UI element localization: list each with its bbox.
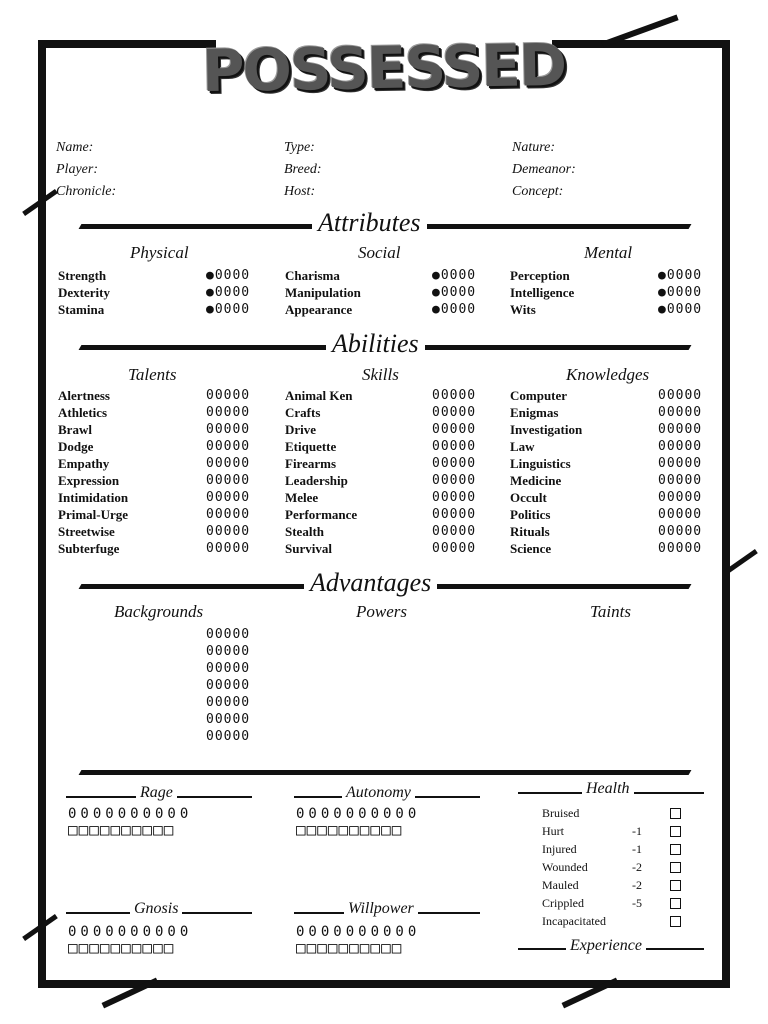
health-level-injured: Injured [542, 842, 577, 856]
rage-circles[interactable]: 0000000000 [68, 806, 193, 822]
attribute-dots[interactable]: ●0000 [206, 302, 251, 317]
ability-dots[interactable]: 00000 [206, 422, 251, 437]
gnosis-boxes[interactable]: □□□□□□□□□□ [68, 938, 175, 957]
autonomy-boxes[interactable]: □□□□□□□□□□ [296, 820, 403, 839]
ability-stealth: Stealth [285, 524, 324, 539]
ability-dots[interactable]: 00000 [206, 507, 251, 522]
social-heading: Social [358, 243, 401, 262]
attribute-dots[interactable]: ●0000 [658, 302, 703, 317]
physical-heading: Physical [130, 243, 189, 262]
ability-enigmas: Enigmas [510, 405, 559, 420]
ability-survival: Survival [285, 541, 332, 556]
background-dots[interactable]: 00000 [206, 712, 251, 727]
ability-empathy: Empathy [58, 456, 110, 471]
attribute-dots[interactable]: ●0000 [432, 268, 477, 283]
ability-dots[interactable]: 00000 [658, 439, 703, 454]
ability-linguistics: Linguistics [510, 456, 571, 471]
ability-dots[interactable]: 00000 [658, 405, 703, 420]
advantages-heading: Advantages [304, 568, 437, 598]
gnosis-circles[interactable]: 0000000000 [68, 924, 193, 940]
ability-performance: Performance [285, 507, 358, 522]
background-dots[interactable]: 00000 [206, 627, 251, 642]
attribute-dots[interactable]: ●0000 [206, 268, 251, 283]
autonomy-heading: Autonomy [342, 784, 415, 802]
skills-heading: Skills [362, 365, 399, 384]
ability-firearms: Firearms [285, 456, 337, 471]
ability-dots[interactable]: 00000 [432, 507, 477, 522]
attribute-dots[interactable]: ●0000 [658, 285, 703, 300]
name-field[interactable]: Name: [56, 140, 94, 155]
attribute-dots[interactable]: ●0000 [432, 285, 477, 300]
attribute-intelligence: Intelligence [510, 285, 575, 300]
background-dots[interactable]: 00000 [206, 678, 251, 693]
ability-dots[interactable]: 00000 [432, 524, 477, 539]
ability-subterfuge: Subterfuge [58, 541, 120, 556]
health-checkbox[interactable] [670, 898, 681, 909]
health-checkbox[interactable] [670, 844, 681, 855]
ability-politics: Politics [510, 507, 551, 522]
ability-law: Law [510, 439, 535, 454]
ability-dots[interactable]: 00000 [206, 473, 251, 488]
health-checkbox[interactable] [670, 916, 681, 927]
rage-heading: Rage [136, 784, 177, 802]
abilities-heading: Abilities [326, 329, 425, 359]
attribute-dexterity: Dexterity [58, 285, 110, 300]
attribute-strength: Strength [58, 268, 107, 283]
talents-heading: Talents [128, 365, 177, 384]
host-field[interactable]: Host: [284, 184, 316, 199]
attribute-manipulation: Manipulation [285, 285, 361, 300]
attribute-dots[interactable]: ●0000 [658, 268, 703, 283]
ability-occult: Occult [510, 490, 547, 505]
background-dots[interactable]: 00000 [206, 695, 251, 710]
background-dots[interactable]: 00000 [206, 729, 251, 744]
ability-medicine: Medicine [510, 473, 562, 488]
ability-dots[interactable]: 00000 [206, 405, 251, 420]
background-dots[interactable]: 00000 [206, 661, 251, 676]
ability-melee: Melee [285, 490, 319, 505]
mental-heading: Mental [584, 243, 633, 262]
ability-dots[interactable]: 00000 [432, 490, 477, 505]
attribute-dots[interactable]: ●0000 [206, 285, 251, 300]
background-dots[interactable]: 00000 [206, 644, 251, 659]
ability-dots[interactable]: 00000 [206, 541, 251, 556]
type-field[interactable]: Type: [284, 140, 315, 155]
ability-athletics: Athletics [58, 405, 108, 420]
ability-dots[interactable]: 00000 [206, 439, 251, 454]
ability-dots[interactable]: 00000 [206, 388, 251, 403]
ability-dots[interactable]: 00000 [658, 524, 703, 539]
gnosis-heading: Gnosis [130, 900, 182, 918]
health-penalty: -1 [632, 824, 642, 838]
ability-animal-ken: Animal Ken [285, 388, 353, 403]
health-checkbox[interactable] [670, 808, 681, 819]
health-checkbox[interactable] [670, 880, 681, 891]
breed-field[interactable]: Breed: [284, 162, 322, 177]
health-penalty: -2 [632, 860, 642, 874]
chronicle-field[interactable]: Chronicle: [56, 184, 117, 199]
ability-etiquette: Etiquette [285, 439, 337, 454]
knowledges-heading: Knowledges [566, 365, 650, 384]
willpower-boxes[interactable]: □□□□□□□□□□ [296, 938, 403, 957]
ability-dots[interactable]: 00000 [206, 490, 251, 505]
health-checkbox[interactable] [670, 826, 681, 837]
ability-dots[interactable]: 00000 [658, 456, 703, 471]
attributes-heading: Attributes [312, 208, 427, 238]
ability-investigation: Investigation [510, 422, 583, 437]
ability-dots[interactable]: 00000 [658, 507, 703, 522]
ability-alertness: Alertness [58, 388, 110, 403]
ability-dots[interactable]: 00000 [432, 405, 477, 420]
attribute-stamina: Stamina [58, 302, 105, 317]
health-level-bruised: Bruised [542, 806, 580, 820]
powers-heading: Powers [356, 602, 407, 621]
nature-field[interactable]: Nature: [512, 140, 556, 155]
ability-dots[interactable]: 00000 [658, 473, 703, 488]
demeanor-field[interactable]: Demeanor: [512, 162, 576, 177]
willpower-heading: Willpower [344, 900, 418, 918]
willpower-circles[interactable]: 0000000000 [296, 924, 421, 940]
health-level-incapacitated: Incapacitated [542, 914, 606, 928]
ability-intimidation: Intimidation [58, 490, 129, 505]
player-field[interactable]: Player: [56, 162, 98, 177]
concept-field[interactable]: Concept: [512, 184, 564, 199]
ability-streetwise: Streetwise [58, 524, 115, 539]
autonomy-circles[interactable]: 0000000000 [296, 806, 421, 822]
attribute-wits: Wits [510, 302, 536, 317]
ability-science: Science [510, 541, 552, 556]
title-logo [201, 12, 567, 124]
health-level-mauled: Mauled [542, 878, 579, 892]
ability-dots[interactable]: 00000 [432, 456, 477, 471]
ability-dots[interactable]: 00000 [432, 473, 477, 488]
attribute-dots[interactable]: ●0000 [432, 302, 477, 317]
ability-leadership: Leadership [285, 473, 348, 488]
rage-boxes[interactable]: □□□□□□□□□□ [68, 820, 175, 839]
ability-dots[interactable]: 00000 [658, 541, 703, 556]
ability-dots[interactable]: 00000 [206, 456, 251, 471]
attribute-appearance: Appearance [285, 302, 353, 317]
ability-dots[interactable]: 00000 [206, 524, 251, 539]
health-penalty: -1 [632, 842, 642, 856]
attribute-perception: Perception [510, 268, 570, 283]
attribute-charisma: Charisma [285, 268, 340, 283]
health-penalty: -5 [632, 896, 642, 910]
ability-drive: Drive [285, 422, 317, 437]
title-text: POSSESSED [201, 30, 567, 106]
ability-dots[interactable]: 00000 [432, 439, 477, 454]
ability-dots[interactable]: 00000 [432, 388, 477, 403]
ability-computer: Computer [510, 388, 568, 403]
health-level-wounded: Wounded [542, 860, 588, 874]
ability-dots[interactable]: 00000 [432, 422, 477, 437]
taints-heading: Taints [590, 602, 631, 621]
health-level-crippled: Crippled [542, 896, 584, 910]
ability-dots[interactable]: 00000 [658, 388, 703, 403]
health-heading: Health [582, 780, 634, 798]
ability-expression: Expression [58, 473, 120, 488]
sheet-border [38, 40, 730, 988]
ability-brawl: Brawl [58, 422, 92, 437]
backgrounds-heading: Backgrounds [114, 602, 204, 621]
ability-rituals: Rituals [510, 524, 550, 539]
health-level-hurt: Hurt [542, 824, 564, 838]
experience-heading: Experience [566, 937, 646, 955]
health-penalty: -2 [632, 878, 642, 892]
ability-crafts: Crafts [285, 405, 321, 420]
health-checkbox[interactable] [670, 862, 681, 873]
ability-primal-urge: Primal-Urge [58, 507, 129, 522]
section-divider [79, 770, 692, 775]
ability-dodge: Dodge [58, 439, 94, 454]
ability-dots[interactable]: 00000 [658, 490, 703, 505]
ability-dots[interactable]: 00000 [658, 422, 703, 437]
ability-dots[interactable]: 00000 [432, 541, 477, 556]
